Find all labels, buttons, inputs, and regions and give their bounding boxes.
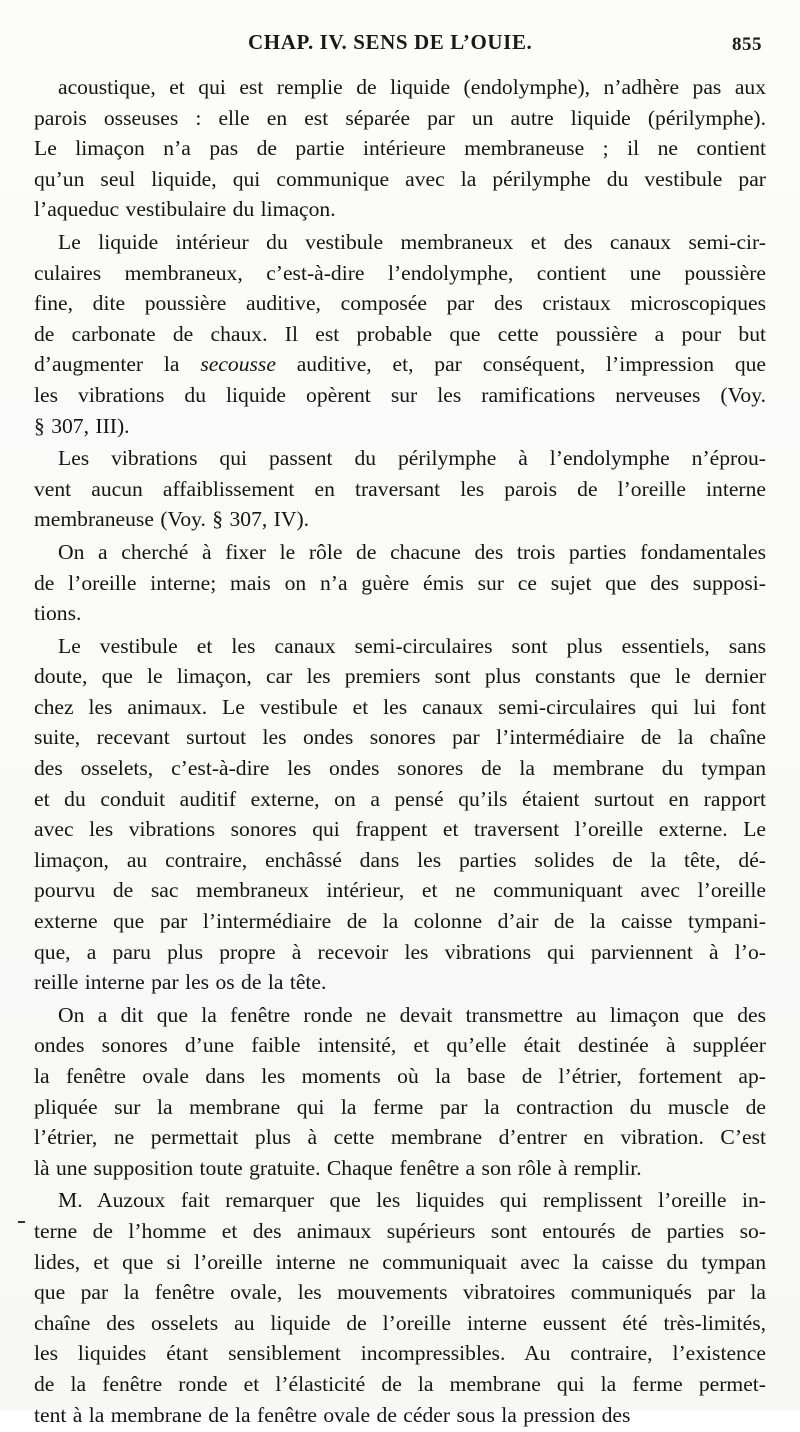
text-line: reille interne par les os de la tête. <box>34 970 327 995</box>
text-line: pliquée sur la membrane qui la ferme par la contraction du muscle de <box>34 1094 766 1119</box>
text-line: On a cherché à fixer le rôle de chacune des trois parties fondamentales <box>58 539 766 564</box>
text-line: Les vibrations qui passent du périlymphe à l’endolymphe n’éprou- <box>58 446 766 471</box>
text-line: la fenêtre ovale dans les moments où la base de l’étrier, fortement ap- <box>34 1064 766 1088</box>
text-line: parois osseuses : elle en est séparée par un autre liquide (périlymphe). <box>34 105 766 130</box>
print-mark <box>18 1221 25 1223</box>
text-line: qu’un seul liquide, qui communique avec la périlymphe du vestibule par <box>34 166 766 191</box>
paragraph <box>34 537 766 629</box>
paragraph <box>34 72 766 225</box>
text-line: suite, recevant surtout les ondes sonores par l’intermédiaire de la chaîne <box>34 725 766 750</box>
body-text <box>34 72 766 1432</box>
paragraph <box>34 1185 766 1430</box>
text-line: et du conduit auditif externe, on a pensé qu’ils étaient surtout en rapport <box>34 786 766 811</box>
text-line: lides, et que si l’oreille interne ne communiquait avec la caisse du tympan <box>34 1249 766 1274</box>
text-line: acoustique, et qui est remplie de liquide (endolymphe), n’adhère pas aux <box>58 75 766 99</box>
text-line: On a dit que la fenêtre ronde ne devait transmettre au limaçon que des <box>58 1002 766 1027</box>
text-line: Le vestibule et les canaux semi-circulaires sont plus essentiels, sans <box>58 633 766 658</box>
paragraph <box>34 631 766 998</box>
text-line: que par la fenêtre ovale, les mouvements vibratoires communiqués par la <box>34 1280 766 1305</box>
text-line: ondes sonores d’une faible intensité, et qu’elle était destinée à suppléer <box>34 1033 766 1058</box>
text-line: des osselets, c’est-à-dire les ondes sonores de la membrane du tympan <box>34 756 766 781</box>
paragraph <box>34 443 766 535</box>
text-line: là une supposition toute gratuite. Chaque fenêtre a son rôle à remplir. <box>34 1155 642 1180</box>
text-line: membraneuse (Voy. § 307, IV). <box>34 507 310 532</box>
text-line: doute, que le limaçon, car les premiers sont plus constants que le dernier <box>34 664 766 689</box>
text-line: les liquides étant sensiblement incompressibles. Au contraire, l’existence <box>34 1341 766 1366</box>
text-line: pourvu de sac membraneux intérieur, et ne communiquant avec l’oreille <box>34 878 766 903</box>
text-line: chaîne des osselets au liquide de l’oreille interne eussent été très-limités, <box>34 1310 766 1335</box>
text-line: M. Auzoux fait remarquer que les liquides qui remplissent l’oreille in- <box>58 1188 766 1213</box>
text-line: externe que par l’intermédiaire de la colonne d’air de la caisse tympani- <box>34 909 766 934</box>
text-line: chez les animaux. Le vestibule et les canaux semi-circulaires qui lui font <box>34 694 766 719</box>
page-number: 855 <box>732 34 762 55</box>
text-line: fine, dite poussière auditive, composée par des cristaux microscopiques <box>34 291 766 316</box>
running-head <box>0 30 800 64</box>
text-line: l’aqueduc vestibulaire du limaçon. <box>34 197 336 222</box>
text-line: culaires membraneux, c’est-à-dire l’endolymphe, contient une poussière <box>34 260 766 285</box>
text-line: de carbonate de chaux. Il est probable que cette poussière a pour but <box>34 321 766 346</box>
text-line: de la fenêtre ronde et l’élasticité de la membrane qui la ferme permet- <box>34 1371 766 1396</box>
paragraph <box>34 1000 766 1184</box>
text-line: tions. <box>34 601 82 626</box>
text-line: vent aucun affaiblissement en traversant les parois de l’oreille interne <box>34 476 766 501</box>
text-line: avec les vibrations sonores qui frappent et traversent l’oreille externe. Le <box>34 817 766 842</box>
paragraph <box>34 227 766 441</box>
text-line: Le liquide intérieur du vestibule membraneux et des canaux semi-cir- <box>58 229 766 254</box>
text-line: terne de l’homme et des animaux supérieurs sont entourés de parties so- <box>34 1218 766 1243</box>
text-line: l’étrier, ne permettait plus à cette membrane d’entrer en vibration. C’est <box>34 1125 766 1150</box>
text-line: limaçon, au contraire, enchâssé dans les parties solides de la tête, dé- <box>34 847 766 872</box>
text-line: les vibrations du liquide opèrent sur les ramifications nerveuses (Voy. <box>34 382 766 407</box>
text-line: § 307, III). <box>34 413 130 438</box>
text-line: que, a paru plus propre à recevoir les vibrations qui parviennent à l’o- <box>34 939 766 964</box>
chapter-title: CHAP. IV. SENS DE L’OUIE. <box>248 30 533 54</box>
text-line: tent à la membrane de la fenêtre ovale de céder sous la pression des <box>34 1402 631 1427</box>
text-line: de l’oreille interne; mais on n’a guère émis sur ce sujet que des supposi- <box>34 570 766 595</box>
text-line: d’augmenter la secousse auditive, et, par conséquent, l’impression que <box>34 352 767 377</box>
text-line: Le limaçon n’a pas de partie intérieure membraneuse ; il ne contient <box>34 136 766 161</box>
